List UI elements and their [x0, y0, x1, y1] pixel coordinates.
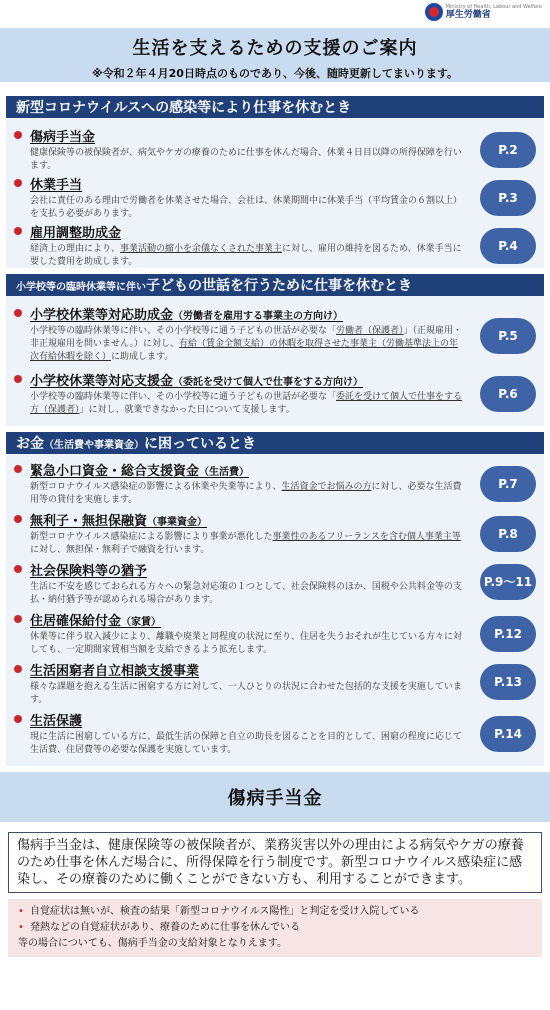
- bullet-icon: [14, 179, 22, 187]
- item-title: 小学校休業等対応助成金（労働者を雇用する事業主の方向け）: [30, 308, 344, 323]
- list-item[interactable]: [6, 560, 544, 607]
- list-item[interactable]: [6, 710, 544, 757]
- detail-title: 傷病手当金: [0, 772, 550, 822]
- section-infection: [6, 118, 544, 268]
- bullet-icon: [14, 465, 22, 473]
- item-title: 小学校休業等対応支援金（委託を受けて個人で仕事をする方向け）: [30, 374, 364, 389]
- item-description: 新型コロナウイルス感染症の影響による休業や失業等により、生活資金でお悩みの方に対し、必要な生活費用等の貸付を実施します。: [30, 482, 462, 505]
- item-title: 住居確保給付金（家賃）: [30, 614, 162, 629]
- section-heading-tail: に困っているとき: [144, 436, 256, 452]
- page-badge[interactable]: P.12: [480, 616, 536, 652]
- item-title: 傷病手当金: [30, 130, 96, 145]
- bullet-icon: [14, 515, 22, 523]
- page-badge[interactable]: P.8: [480, 516, 536, 552]
- detail-description: 傷病手当金は、健康保険等の被保険者が、業務災害以外の理由による病気やケガの療養のため仕事を休んだ場合に、所得保障を行う制度です。新型コロナウイルス感染症に感染し、その療養のために働くことができない方も、利用することができます。: [8, 832, 542, 893]
- item-description: 様々な課題を抱える生活に困窮する方に対して、一人ひとりの状況に合わせた包括的な支援を実施しています。: [30, 682, 462, 705]
- date-note: ※令和２年４月20日時点のものであり、今後、随時更新してまいります。: [91, 67, 459, 80]
- item-title: 緊急小口資金・総合支援資金（生活費）: [30, 464, 250, 479]
- page-badge[interactable]: P.3: [480, 180, 536, 216]
- list-item[interactable]: [6, 660, 544, 707]
- bullet-icon: [14, 375, 22, 383]
- item-description: 健康保険等の被保険者が、病気やケガの療養のために仕事を休んだ場合、休業４日目以降の所得保障を行います。: [30, 148, 462, 171]
- list-item[interactable]: [6, 222, 544, 269]
- note-closing: 等の場合についても、傷病手当金の支給対象となりえます。: [18, 938, 287, 949]
- bullet-icon: [14, 615, 22, 623]
- page-title: 生活を支えるための支援のご案内: [132, 38, 418, 59]
- bullet-icon: [14, 665, 22, 673]
- item-description: 小学校等の臨時休業等に伴い、その小学校等に通う子どもの世話が必要な「委託を受けて個人で仕事をする方（保護者）」に対し、就業できなかった日について支援します。: [30, 392, 463, 415]
- page-badge[interactable]: P.4: [480, 228, 536, 264]
- logo-subtext: Ministry of Health, Labour and Welfare: [445, 4, 542, 10]
- bullet-icon: [14, 565, 22, 573]
- bullet-icon: [14, 227, 22, 235]
- section-money: [6, 454, 544, 766]
- top-bar: [0, 0, 550, 28]
- item-title: 社会保険料等の猶予: [30, 564, 148, 579]
- item-title: 雇用調整助成金: [30, 226, 122, 241]
- page-badge[interactable]: P.7: [480, 466, 536, 502]
- item-description: 経済上の理由により、事業活動の縮小を余儀なくされた事業主に対し、雇用の維持を図るため、休業手当に要した費用を助成します。: [30, 244, 462, 267]
- logo-icon: [425, 3, 443, 21]
- note-item: • 自覚症状は無いが、検査の結果「新型コロナウイルス陽性」と判定を受け入院している: [18, 904, 532, 920]
- ministry-logo: [425, 3, 542, 21]
- list-item[interactable]: [6, 304, 544, 364]
- page-badge[interactable]: P.9〜11: [480, 564, 536, 600]
- logo-name: 厚生労働省: [445, 10, 491, 20]
- bullet-icon: [14, 131, 22, 139]
- section-heading-prefix: 小学校等の臨時休業等に伴い: [16, 281, 146, 293]
- page-header: [0, 28, 550, 82]
- section-heading-text: 子どもの世話を行うために仕事を休むとき: [146, 278, 412, 294]
- section-heading-text: 新型コロナウイルスへの感染等により仕事を休むとき: [16, 100, 352, 116]
- item-title: 生活保護: [30, 714, 83, 729]
- list-item[interactable]: [6, 370, 544, 417]
- list-item[interactable]: [6, 460, 544, 507]
- section-heading-money: [6, 432, 544, 454]
- page-badge[interactable]: P.14: [480, 716, 536, 752]
- item-description: 休業等に伴う収入減少により、離職や廃業と同程度の状況に至り、住居を失うおそれが生じている方々に対しても、一定期間家賃相当額を支給できるよう拡充します。: [30, 632, 463, 655]
- list-item[interactable]: [6, 174, 544, 221]
- item-description: 新型コロナウイルス感染症による影響により事業が悪化した事業性のあるフリーランスを含む個人事業主等に対し、無担保・無利子で融資を行います。: [30, 532, 461, 555]
- item-title: 無利子・無担保融資（事業資金）: [30, 514, 208, 529]
- item-description: 現に生活に困窮している方に、最低生活の保障と自立の助長を図ることを目的として、困窮の程度に応じて生活費、住居費等の必要な保護を実施しています。: [30, 732, 462, 755]
- item-description: 会社に責任のある理由で労働者を休業させた場合、会社は、休業期間中に休業手当（平均賃金の６割以上）を支払う必要があります。: [30, 196, 463, 219]
- section-heading-text: お金: [16, 436, 44, 452]
- list-item[interactable]: [6, 610, 544, 657]
- item-description: 生活に不安を感じておられる方々への緊急対応策の１つとして、社会保険料のほか、国税や公共料金等の支払・納付猶予等が認められる場合があります。: [30, 582, 462, 605]
- page-badge[interactable]: P.5: [480, 318, 536, 354]
- page-badge[interactable]: P.6: [480, 376, 536, 412]
- list-item[interactable]: [6, 510, 544, 557]
- item-description: 小学校等の臨時休業等に伴い、その小学校等に通う子どもの世話が必要な「労働者（保護者）」（正規雇用・非正規雇用を問いません。）に対し、有給（賃金全額支給）の休暇を取得させた事業主（労働基準法上の年次有給休暇を除く）に助成します。: [30, 326, 463, 362]
- item-title: 休業手当: [30, 178, 83, 193]
- section-heading-note: （生活費や事業資金）: [44, 439, 144, 451]
- note-item: • 発熱などの自覚症状があり、療養のために仕事を休んでいる: [18, 920, 532, 936]
- section-heading-childcare: [6, 274, 544, 296]
- item-title: 生活困窮者自立相談支援事業: [30, 664, 200, 679]
- page-badge[interactable]: P.2: [480, 132, 536, 168]
- list-item[interactable]: [6, 126, 544, 173]
- bullet-icon: [14, 309, 22, 317]
- page-badge[interactable]: P.13: [480, 664, 536, 700]
- section-heading-infection: [6, 96, 544, 118]
- bullet-icon: [14, 715, 22, 723]
- section-childcare: [6, 296, 544, 426]
- detail-notes: [8, 899, 542, 957]
